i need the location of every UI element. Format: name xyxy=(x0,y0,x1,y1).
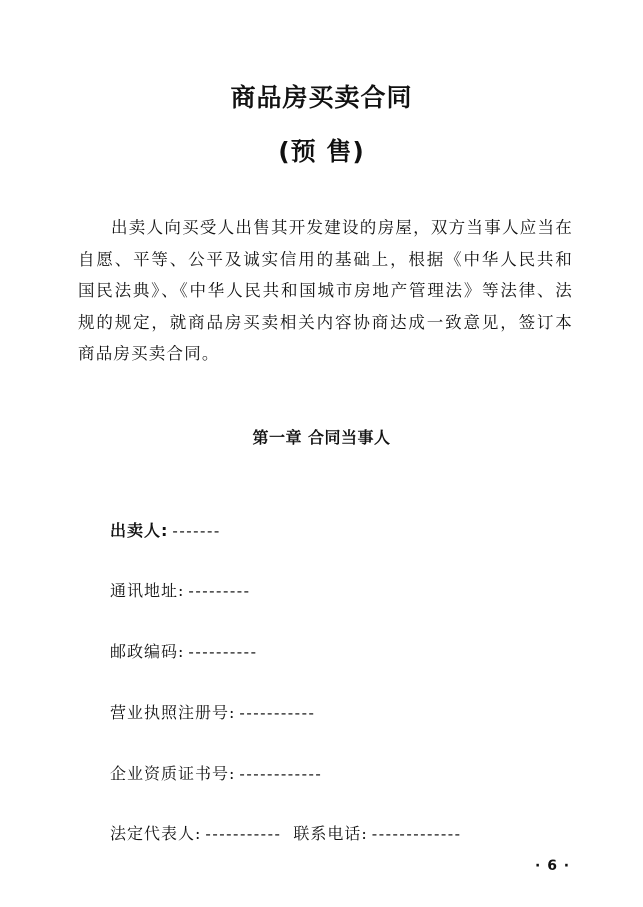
preamble-paragraph: 出卖人向买受人出售其开发建设的房屋，双方当事人应当在自愿、平等、公平及诚实信用的基础上，根据《中华人民共和国民法典》、《中华人民共和国城市房地产管理法》等法律、法规的规定，就商品房买卖相关内容协商达成一致意见，签订本商品房买卖合同。 xyxy=(78,218,573,363)
seller-qualification-blank: ------------ xyxy=(239,764,323,783)
document-subtitle: (预 售) xyxy=(278,137,365,166)
seller-license-field xyxy=(110,700,315,723)
seller-postal-field xyxy=(110,639,257,662)
seller-legal-rep-blank: ----------- xyxy=(205,824,282,843)
seller-name-blank: ------- xyxy=(172,521,221,540)
seller-qualification-label: 企业资质证书号: xyxy=(110,764,236,783)
seller-address-label: 通讯地址: xyxy=(110,581,185,600)
seller-name-label: 出卖人: xyxy=(110,521,169,540)
seller-legal-rep-field xyxy=(110,821,462,844)
seller-postal-blank: ---------- xyxy=(188,642,258,661)
seller-phone-blank: ------------- xyxy=(371,824,462,843)
seller-legal-rep-label: 法定代表人: xyxy=(110,824,202,843)
seller-address-field xyxy=(110,578,251,601)
seller-name-field xyxy=(110,518,221,541)
seller-address-blank: --------- xyxy=(188,581,251,600)
seller-phone-label: 联系电话: xyxy=(293,824,368,843)
document-title: 商品房买卖合同 xyxy=(230,83,413,112)
seller-postal-label: 邮政编码: xyxy=(110,642,185,661)
seller-license-blank: ----------- xyxy=(239,703,316,722)
seller-qualification-field xyxy=(110,761,322,784)
page-number: · 6 · xyxy=(535,858,571,874)
seller-license-label: 营业执照注册号: xyxy=(110,703,236,722)
chapter-title: 第一章 合同当事人 xyxy=(252,428,391,447)
